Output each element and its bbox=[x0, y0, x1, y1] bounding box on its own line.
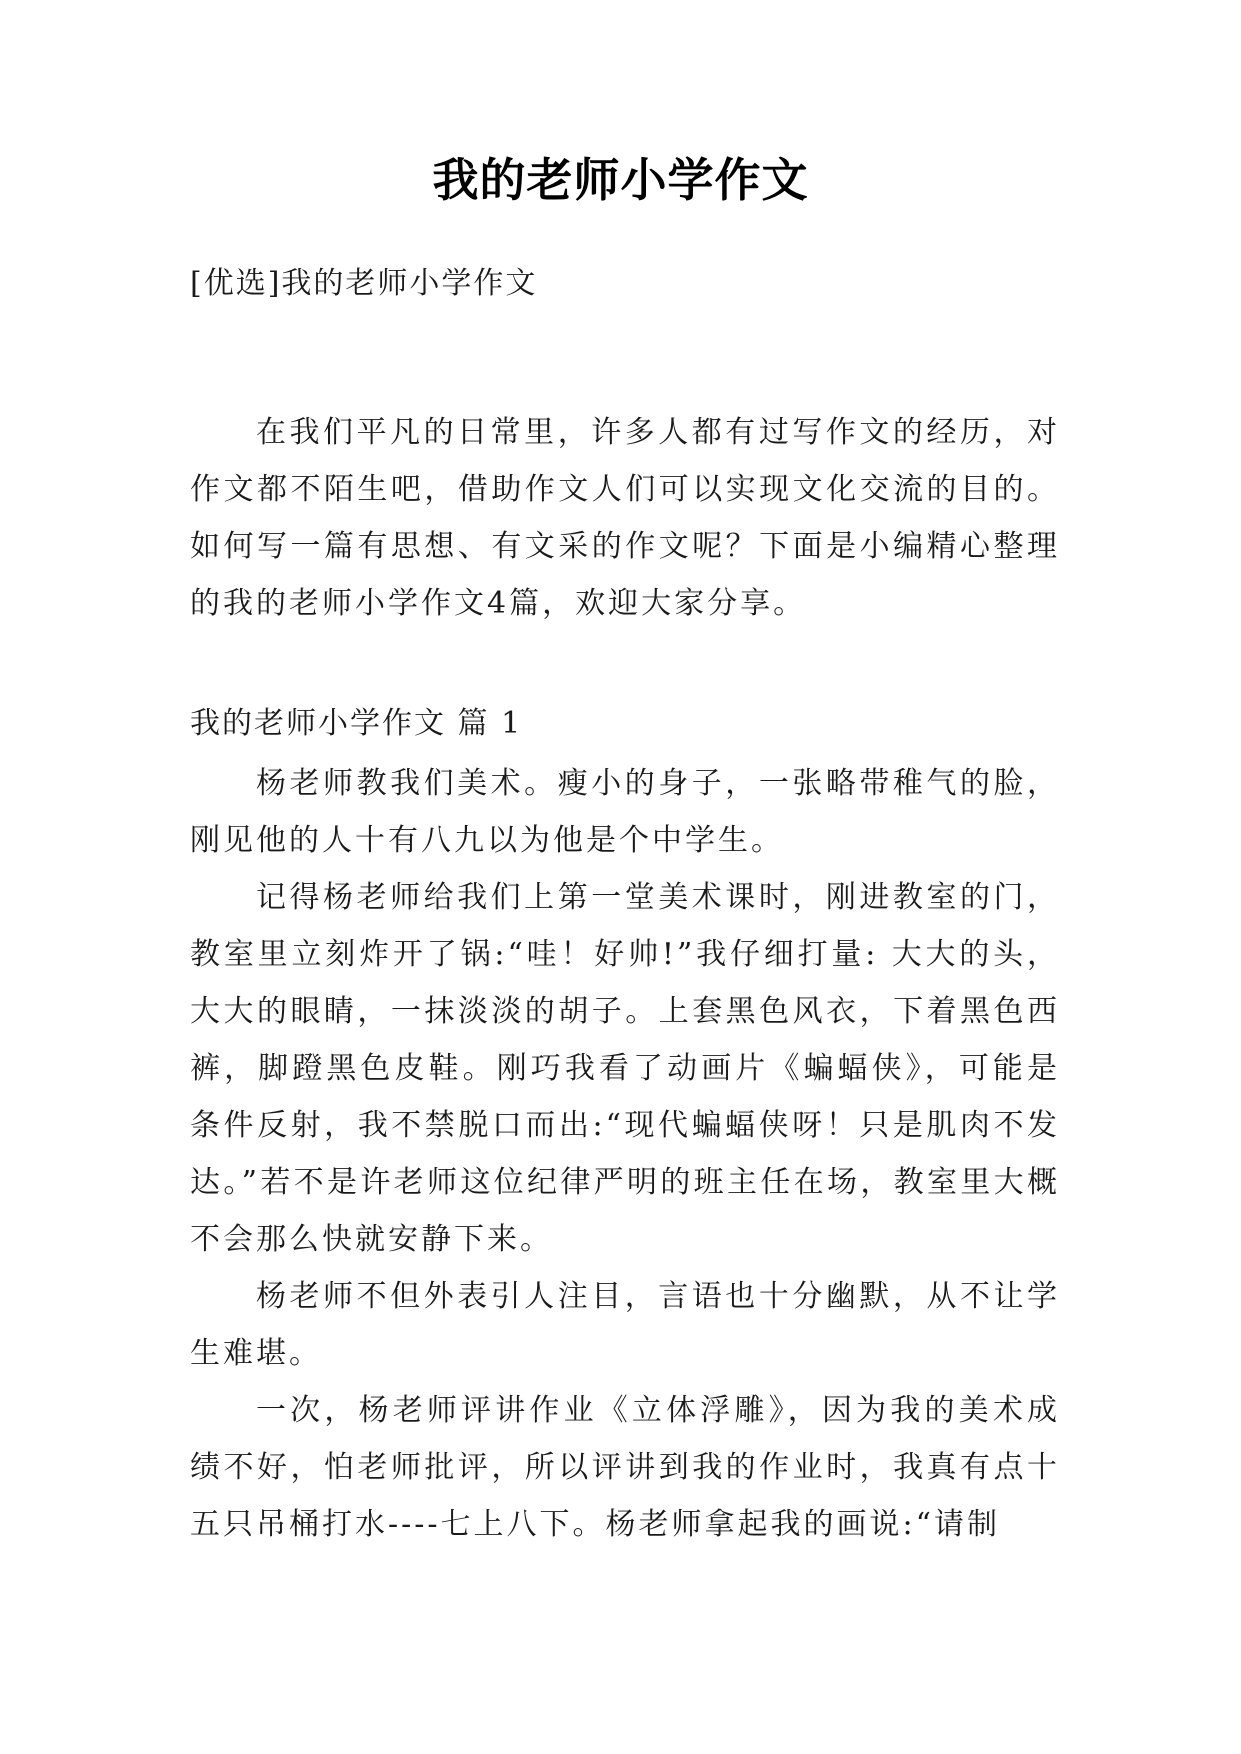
essay-body bbox=[190, 755, 1060, 1553]
intro-block bbox=[190, 404, 1060, 632]
document-title: 我的老师小学作文 bbox=[432, 153, 809, 207]
intro-paragraph: 在我们平凡的日常里，许多人都有过写作文的经历，对作文都不陌生吧，借助作文人们可以实现文化交流的目的。如何写一篇有思想、有文采的作文呢？下面是小编精心整理的我的老师小学作文4篇，欢迎大家分享。 bbox=[190, 415, 1060, 621]
document-subtitle: [优选]我的老师小学作文 bbox=[190, 266, 538, 301]
essay-paragraph: 一次，杨老师评讲作业《立体浮雕》，因为我的美术成绩不好，怕老师批评，所以评讲到我的作业时，我真有点十五只吊桶打水----七上八下。杨老师拿起我的画说:“请制 bbox=[190, 1393, 1060, 1542]
essay-paragraph: 杨老师不但外表引人注目，言语也十分幽默，从不让学生难堪。 bbox=[190, 1279, 1060, 1371]
essay-paragraph: 杨老师教我们美术。瘦小的身子，一张略带稚气的脸，刚见他的人十有八九以为他是个中学生。 bbox=[190, 766, 1060, 858]
essay-paragraph: 记得杨老师给我们上第一堂美术课时，刚进教室的门，教室里立刻炸开了锅:“哇！好帅!”我仔细打量: 大大的头，大大的眼睛，一抹淡淡的胡子。上套黑色风衣，下着黑色西裤，脚蹬黑色皮鞋。刚巧我看了动画片《蝙蝠侠》，可能是条件反射，我不禁脱口而出:“现代蝙蝠侠呀！只是肌肉不发达。”若不是许老师这位纪律严明的班主任在场，教室里大概不会那么快就安静下来。 bbox=[190, 880, 1060, 1257]
section-heading: 我的老师小学作文 篇 1 bbox=[190, 706, 523, 741]
